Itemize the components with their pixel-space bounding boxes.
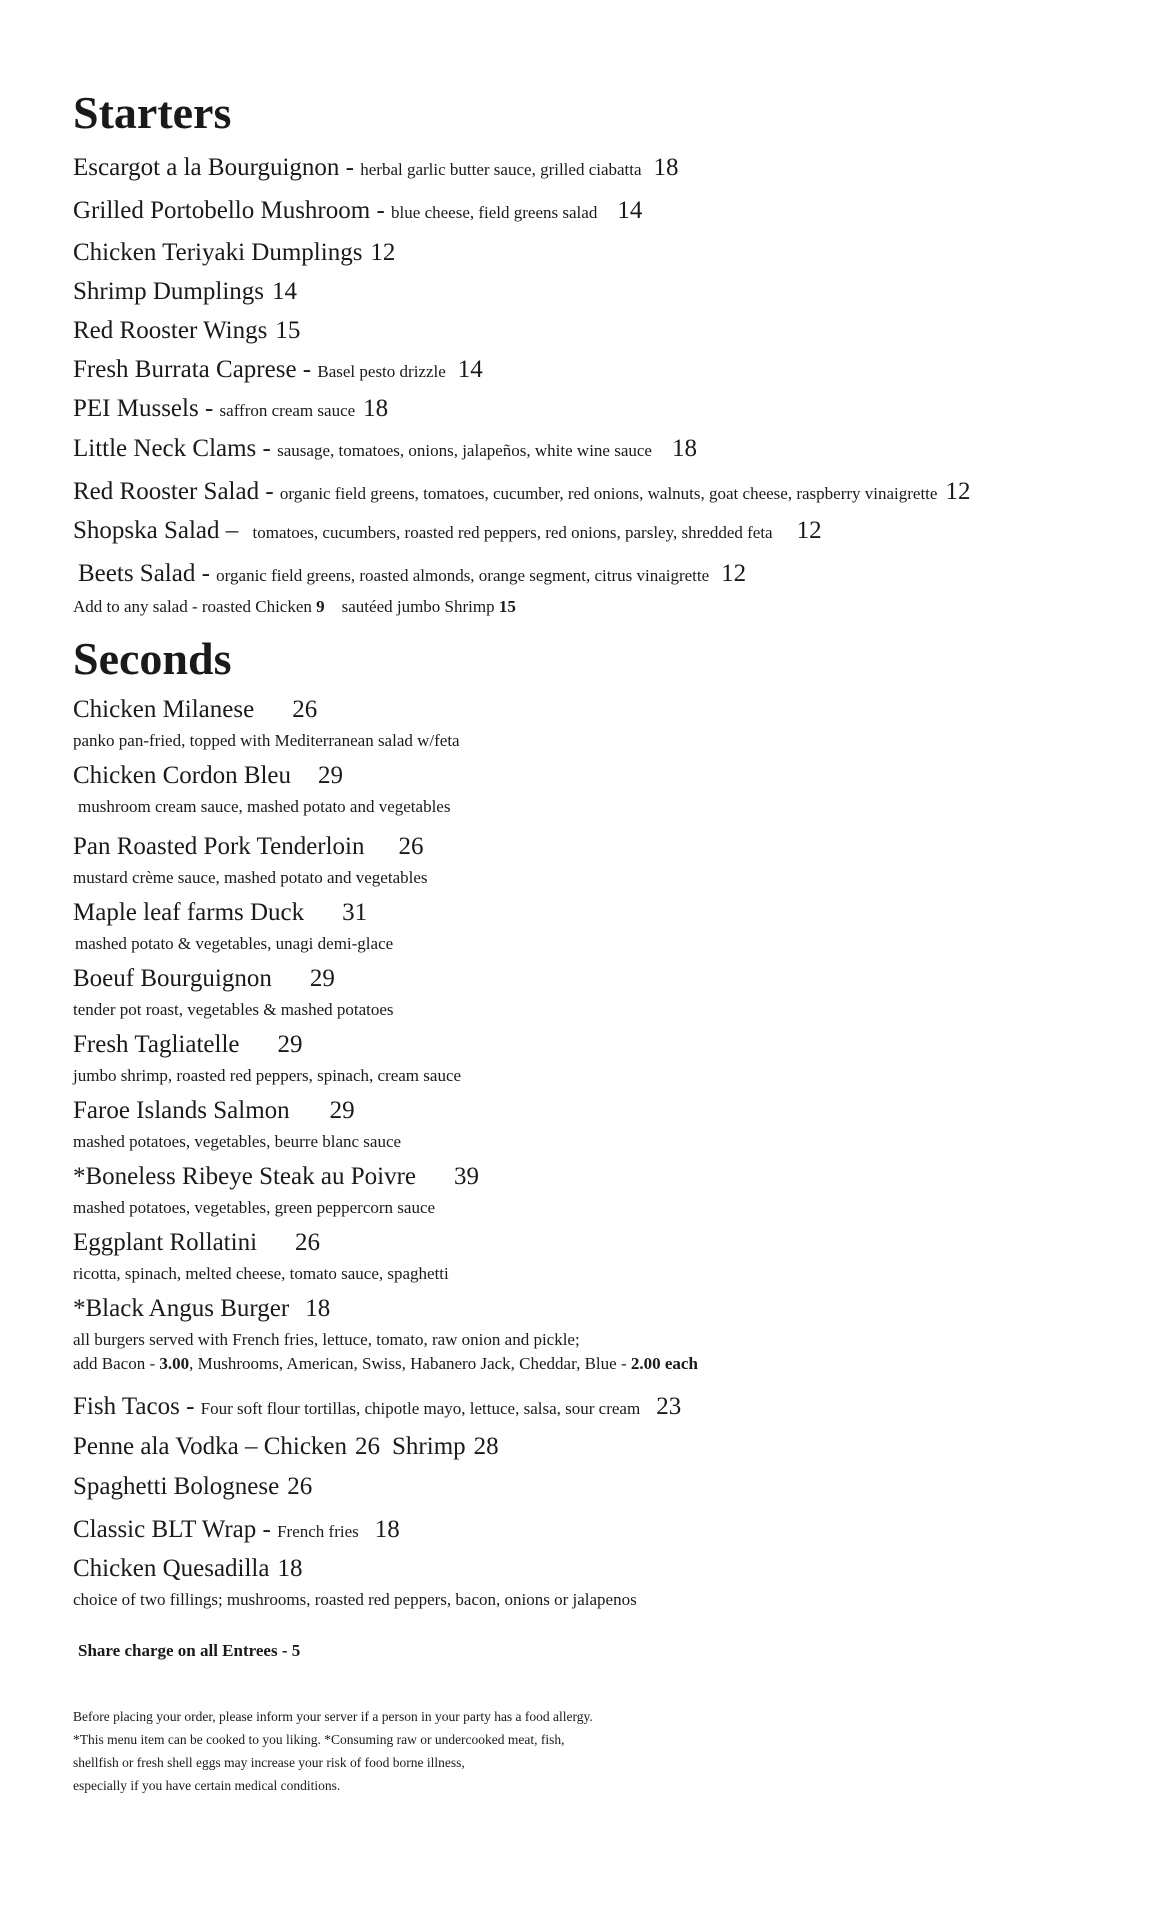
item-desc: tender pot roast, vegetables & mashed potatoes: [73, 1000, 394, 1019]
menu-item: [73, 155, 679, 180]
menu-item: [73, 240, 395, 265]
item-desc: mushroom cream sauce, mashed potato and vegetables: [78, 797, 451, 816]
allergy-disclaimer: [73, 1705, 593, 1797]
item-name: *Black Angus Burger: [73, 1295, 290, 1322]
addon-text: add Bacon -: [73, 1354, 160, 1373]
item-price: 12: [370, 239, 396, 266]
item-price: 26: [292, 696, 318, 723]
item-price: 31: [342, 899, 368, 926]
menu-item: [73, 834, 424, 859]
menu-item: [73, 1098, 355, 1123]
item-price: 29: [309, 965, 335, 992]
item-price: 12: [945, 478, 971, 505]
item-name: Little Neck Clams: [73, 435, 257, 462]
item-name: Shrimp: [392, 1433, 466, 1460]
starters-heading: Starters: [73, 87, 232, 138]
item-name: Escargot a la Bourguignon: [73, 154, 340, 181]
item-price: 14: [617, 197, 643, 224]
item-name: Red Rooster Salad: [73, 478, 260, 505]
item-desc: ricotta, spinach, melted cheese, tomato sauce, spaghetti: [73, 1264, 449, 1283]
item-desc: blue cheese, field greens salad: [391, 203, 598, 222]
item-desc: panko pan-fried, topped with Mediterranean salad w/feta: [73, 731, 460, 750]
item-name: Chicken Cordon Bleu: [73, 762, 292, 789]
disclaimer-line: *This menu item can be cooked to you liking. *Consuming raw or undercooked meat, fish,: [73, 1732, 565, 1747]
item-name: *Boneless Ribeye Steak au Poivre: [73, 1163, 416, 1190]
item-name: Maple leaf farms Duck: [73, 899, 305, 926]
item-desc: mashed potatoes, vegetables, beurre blanc sauce: [73, 1132, 402, 1151]
item-name: Chicken Milanese: [73, 696, 255, 723]
item-desc: all burgers served with French fries, lettuce, tomato, raw onion and pickle;: [73, 1330, 580, 1349]
addon-price: 15: [498, 597, 516, 616]
menu-item: [73, 518, 822, 543]
addon-price: 2.00 each: [630, 1354, 698, 1373]
menu-item: [73, 966, 335, 991]
separator: -: [339, 154, 361, 181]
menu-item: [73, 198, 642, 223]
item-price: 18: [277, 1555, 303, 1582]
separator: –: [219, 517, 245, 544]
menu-item: [73, 900, 367, 925]
item-price: 26: [398, 833, 424, 860]
menu-item: [73, 318, 300, 343]
addon-price: 9: [316, 597, 325, 616]
item-price: 18: [671, 435, 697, 462]
item-name: PEI Mussels: [73, 395, 199, 422]
item-desc: choice of two fillings; mushrooms, roasted red peppers, bacon, onions or jalapenos: [73, 1590, 637, 1609]
separator: -: [195, 560, 217, 587]
item-name: Fresh Burrata Caprese: [73, 356, 297, 383]
item-desc: herbal garlic butter sauce, grilled ciabatta: [360, 160, 642, 179]
item-name: Red Rooster Wings: [73, 317, 268, 344]
disclaimer-line: especially if you have certain medical conditions.: [73, 1778, 341, 1793]
item-name: Fish Tacos: [73, 1393, 180, 1420]
item-desc: mashed potatoes, vegetables, green peppercorn sauce: [73, 1198, 436, 1217]
seconds-heading: Seconds: [73, 633, 232, 684]
item-name: Pan Roasted Pork Tenderloin: [73, 833, 365, 860]
item-desc: organic field greens, roasted almonds, orange segment, citrus vinaigrette: [216, 566, 710, 585]
item-price: 39: [454, 1163, 479, 1190]
menu-item: [78, 561, 746, 586]
menu-item: [73, 763, 343, 788]
item-price: 26: [287, 1473, 313, 1500]
addon-price: 3.00: [159, 1354, 190, 1373]
item-price: 29: [277, 1031, 303, 1058]
menu-item: [73, 357, 483, 382]
menu-item: [73, 1164, 479, 1189]
menu-item: [73, 1032, 303, 1057]
menu-item: [73, 1474, 312, 1499]
item-price: 29: [329, 1097, 355, 1124]
disclaimer-line: Before placing your order, please inform your server if a person in your party has a food allergy.: [73, 1709, 593, 1724]
item-price: 12: [721, 560, 747, 587]
item-desc: saffron cream sauce: [219, 401, 356, 420]
item-price: 18: [305, 1295, 331, 1322]
menu-item: [73, 1296, 330, 1321]
menu-item: [73, 279, 297, 304]
item-price: 15: [275, 317, 301, 344]
separator: -: [259, 478, 280, 505]
item-name: Chicken Teriyaki Dumplings: [73, 239, 363, 266]
addon-text: Add to any salad - roasted Chicken: [73, 597, 317, 616]
menu-item: [73, 396, 388, 421]
item-price: 28: [473, 1433, 499, 1460]
item-price: 23: [656, 1393, 682, 1420]
item-desc: Basel pesto drizzle: [317, 362, 446, 381]
separator: -: [256, 435, 278, 462]
item-name: Faroe Islands Salmon: [73, 1097, 290, 1124]
item-price: 26: [295, 1229, 321, 1256]
menu-item: [73, 479, 970, 504]
item-price: 14: [272, 278, 297, 305]
item-desc: French fries: [277, 1522, 359, 1541]
item-price: 18: [363, 395, 389, 422]
menu-item: [73, 1394, 681, 1419]
item-desc: sausage, tomatoes, onions, jalapeños, white wine sauce: [277, 441, 652, 460]
item-price: 29: [318, 762, 344, 789]
burger-addons: [73, 1355, 698, 1372]
item-name: Penne ala Vodka – Chicken: [73, 1433, 348, 1460]
item-name: Beets Salad: [78, 560, 196, 587]
item-desc: tomatoes, cucumbers, roasted red peppers, red onions, parsley, shredded feta: [252, 523, 773, 542]
separator: -: [296, 356, 318, 383]
menu-item: [73, 697, 317, 722]
item-price: 26: [355, 1433, 381, 1460]
item-desc: mashed potato & vegetables, unagi demi-glace: [75, 934, 394, 953]
menu-item: [73, 1517, 400, 1542]
addon-text: , Mushrooms, American, Swiss, Habanero Jack, Cheddar, Blue -: [189, 1354, 631, 1373]
item-name: Spaghetti Bolognese: [73, 1473, 280, 1500]
menu-item: [73, 1556, 302, 1581]
menu-item: [73, 1434, 499, 1459]
item-desc: Four soft flour tortillas, chipotle mayo, lettuce, salsa, sour cream: [200, 1399, 641, 1418]
separator: -: [198, 395, 220, 422]
item-name: Eggplant Rollatini: [73, 1229, 258, 1256]
item-price: 14: [457, 356, 483, 383]
addon-text: sautéed jumbo Shrimp: [341, 597, 499, 616]
item-name: Shrimp Dumplings: [73, 278, 264, 305]
item-name: Boeuf Bourguignon: [73, 965, 272, 992]
item-name: Fresh Tagliatelle: [73, 1031, 240, 1058]
separator: -: [256, 1516, 278, 1543]
item-desc: jumbo shrimp, roasted red peppers, spinach, cream sauce: [73, 1066, 462, 1085]
disclaimer-line: shellfish or fresh shell eggs may increase your risk of food borne illness,: [73, 1755, 465, 1770]
item-price: 18: [653, 154, 679, 181]
item-name: Classic BLT Wrap: [73, 1516, 257, 1543]
share-charge-note: Share charge on all Entrees - 5: [78, 1641, 301, 1660]
item-name: Shopska Salad: [73, 517, 220, 544]
item-desc: mustard crème sauce, mashed potato and vegetables: [73, 868, 428, 887]
item-price: 18: [374, 1516, 400, 1543]
separator: -: [370, 197, 392, 224]
menu-item: [73, 1230, 320, 1255]
item-name: Chicken Quesadilla: [73, 1555, 270, 1582]
salad-addon-note: [73, 598, 516, 615]
separator: -: [179, 1393, 201, 1420]
item-name: Grilled Portobello Mushroom: [73, 197, 371, 224]
item-price: 12: [796, 517, 822, 544]
menu-item: [73, 436, 697, 461]
item-desc: organic field greens, tomatoes, cucumber, red onions, walnuts, goat cheese, raspberry vinaigrette: [279, 484, 938, 503]
